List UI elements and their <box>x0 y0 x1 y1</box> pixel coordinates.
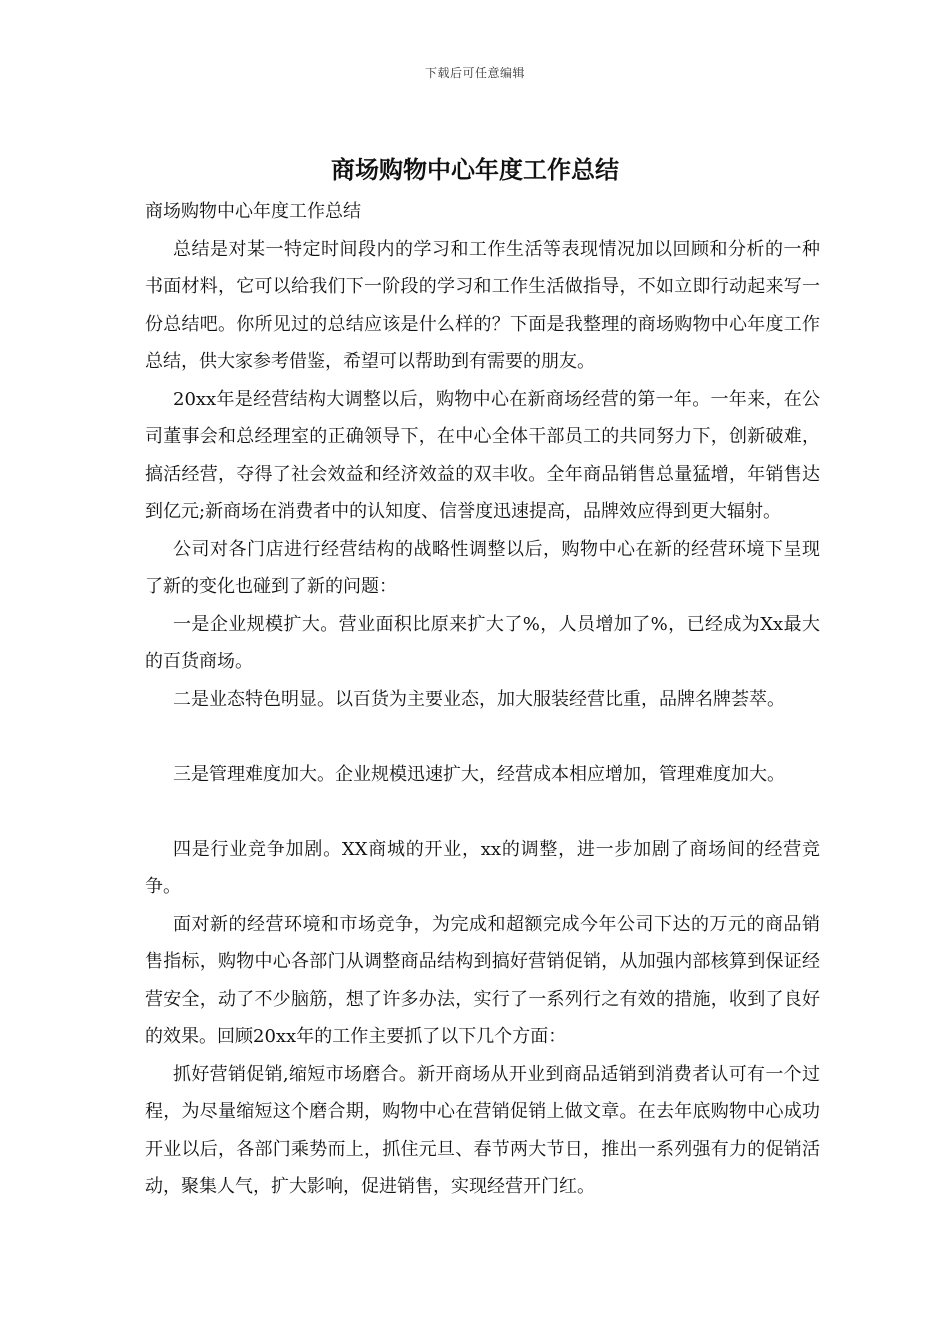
document-body <box>145 193 820 1206</box>
point-one-paragraph: 一是企业规模扩大。营业面积比原来扩大了%，人员增加了%，已经成为Xx最大的百货商场。 <box>145 613 820 672</box>
point-three-paragraph: 三是管理难度加大。企业规模迅速扩大，经营成本相应增加，管理难度加大。 <box>173 763 785 785</box>
document-title: 商场购物中心年度工作总结 <box>331 156 619 184</box>
header-note: 下载后可任意编辑 <box>424 66 525 80</box>
measures-paragraph: 面对新的经营环境和市场竞争，为完成和超额完成今年公司下达的万元的商品销售指标，购物中心各部门从调整商品结构到搞好营销促销，从加强内部核算到保证经营安全，动了不少脑筋，想了许多办法，实行了一系列行之有效的措施，收到了良好的效果。回顾20xx年的工作主要抓了以下几个方面： <box>145 913 820 1047</box>
point-two-paragraph: 二是业态特色明显。以百货为主要业态，加大服装经营比重，品牌名牌荟萃。 <box>173 688 785 710</box>
point-four-paragraph: 四是行业竞争加剧。XX商城的开业，xx的调整，进一步加剧了商场间的经营竞争。 <box>145 838 820 897</box>
promotion-paragraph: 抓好营销促销,缩短市场磨合。新开商场从开业到商品适销到消费者认可有一个过程，为尽量缩短这个磨合期，购物中心在营销促销上做文章。在去年底购物中心成功开业以后，各部门乘势而上，抓住元旦、春节两大节日，推出一系列强有力的促销活动，聚集人气，扩大影响，促进销售，实现经营开门红。 <box>145 1063 820 1197</box>
intro-paragraph: 总结是对某一特定时间段内的学习和工作生活等表现情况加以回顾和分析的一种书面材料，它可以给我们下一阶段的学习和工作生活做指导，不如立即行动起来写一份总结吧。你所见过的总结应该是什么样的？下面是我整理的商场购物中心年度工作总结，供大家参考借鉴，希望可以帮助到有需要的朋友。 <box>145 238 820 372</box>
subtitle-paragraph: 商场购物中心年度工作总结 <box>145 201 361 222</box>
changes-paragraph: 公司对各门店进行经营结构的战略性调整以后，购物中心在新的经营环境下呈现了新的变化也碰到了新的问题： <box>145 538 820 597</box>
overview-paragraph: 20xx年是经营结构大调整以后，购物中心在新商场经营的第一年。一年来，在公司董事会和总经理室的正确领导下，在中心全体干部员工的共同努力下，创新破难，搞活经营，夺得了社会效益和经济效益的双丰收。全年商品销售总量猛增，年销售达到亿元;新商场在消费者中的认知度、信誉度迅速提高，品牌效应得到更大辐射。 <box>145 388 820 522</box>
